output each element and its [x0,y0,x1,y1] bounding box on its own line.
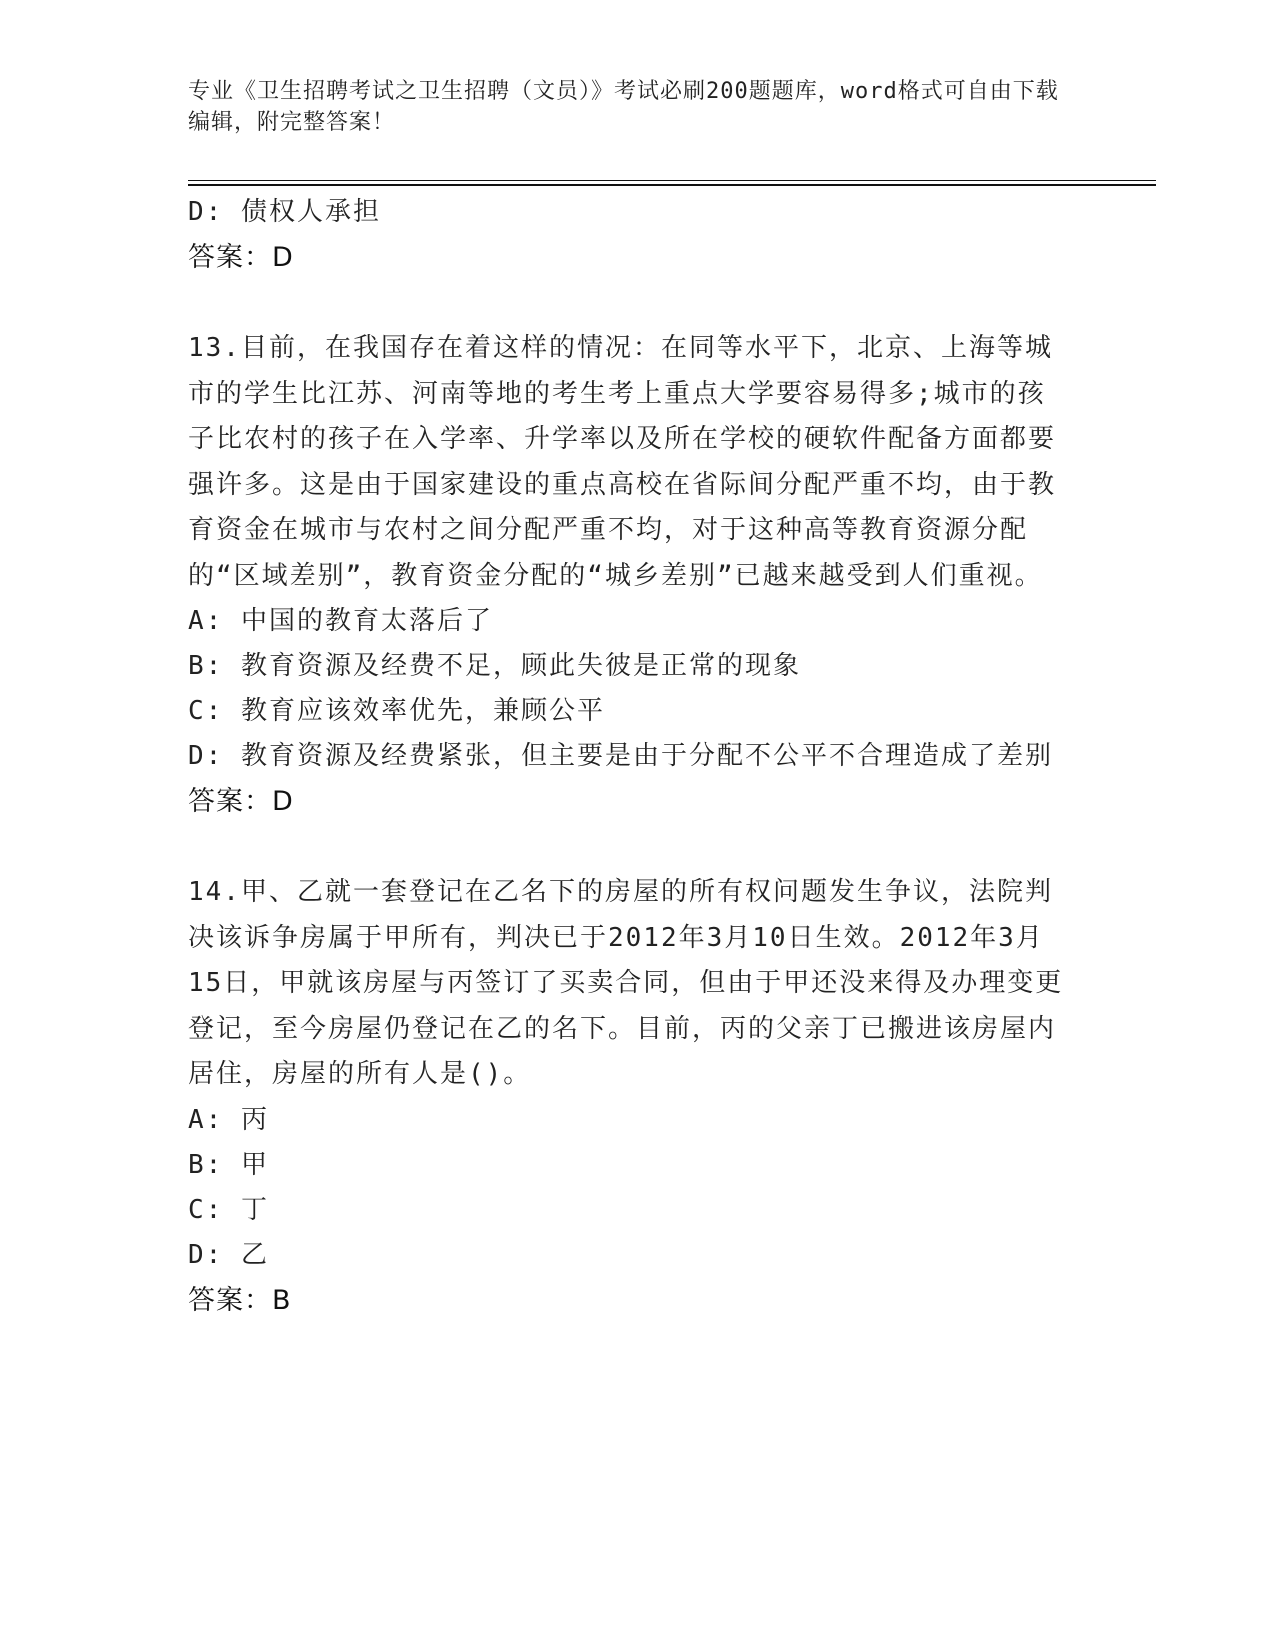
q14-answer: 答案：B [188,1284,292,1316]
q14-option-b: B: 甲 [188,1149,269,1180]
q14-option-a: A: 丙 [188,1104,269,1135]
q13-option-c: C: 教育应该效率优先，兼顾公平 [188,696,605,726]
q14-option-d: D: 乙 [188,1239,269,1270]
header-divider-thin [188,180,1156,181]
q13-option-b: B: 教育资源及经费不足，顾此失彼是正常的现象 [188,651,801,681]
spacer [188,824,1068,870]
q13-option-d: D: 教育资源及经费紧张，但主要是由于分配不公平不合理造成了差别 [188,741,1053,771]
q13-option-a: A: 中国的教育太落后了 [188,606,493,636]
q14-stem: 14.甲、乙就一套登记在乙名下的房屋的所有权问题发生争议，法院判决该诉争房属于甲所有，判决已于2012年3月10日生效。2012年3月15日，甲就该房屋与丙签订了买卖合同，但由于甲还没来得及办理变更登记，至今房屋仍登记在乙的名下。目前，丙的父亲丁已搬进该房屋内居住，房屋的所有人是()。 [188,877,1064,1089]
document-header: 专业《卫生招聘考试之卫生招聘（文员）》考试必刷200题题库，word格式可自由下载编辑，附完整答案！ [188,79,1059,135]
q13-stem: 13.目前，在我国存在着这样的情况：在同等水平下，北京、上海等城市的学生比江苏、河南等地的考生考上重点大学要容易得多;城市的孩子比农村的孩子在入学率、升学率以及所在学校的硬软件配备方面都要强许多。这是由于国家建设的重点高校在省际间分配严重不均，由于教育资金在城市与农村之间分配严重不均，对于这种高等教育资源分配的“区域差别”，教育资金分配的“城乡差别”已越来越受到人们重视。 [188,333,1057,591]
prev-answer: 答案：D [188,242,294,273]
q13-answer: 答案：D [188,786,294,817]
q14-option-c: C: 丁 [188,1194,269,1225]
prev-option-d: D: 债权人承担 [188,197,381,227]
document-body [188,190,1068,1323]
header-divider-thick [188,184,1156,186]
spacer [188,280,1068,326]
